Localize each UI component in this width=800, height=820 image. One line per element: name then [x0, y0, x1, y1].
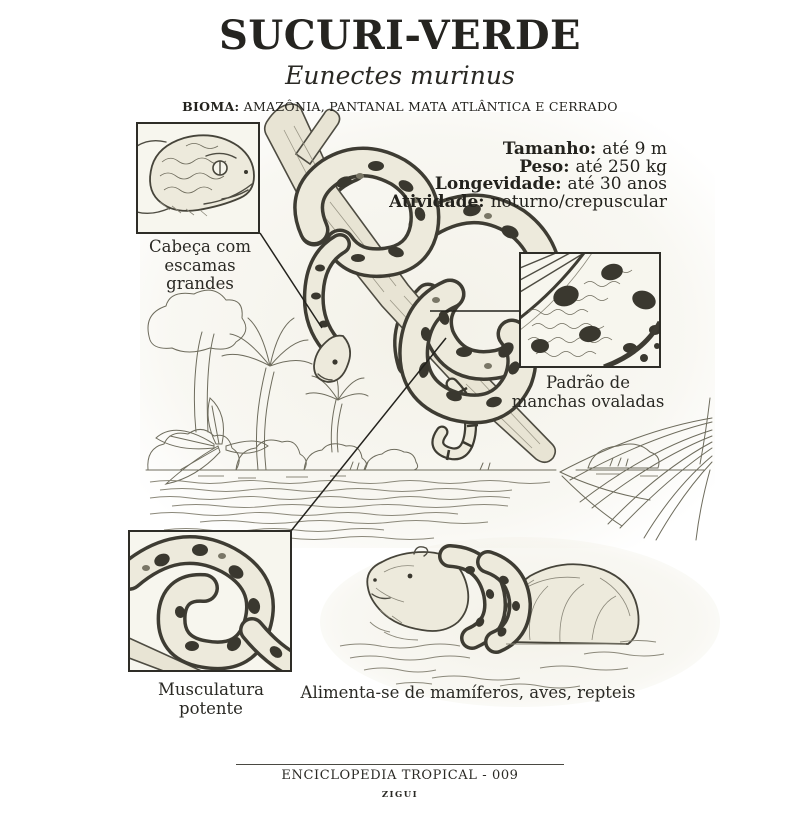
stat-label: Peso:	[519, 156, 570, 177]
brand-logo: ZIGUI	[381, 790, 419, 800]
callout-line: potente	[179, 698, 243, 718]
biome-label: BIOMA:	[182, 99, 240, 114]
stats-block	[389, 141, 667, 211]
stat-value: noturno/crepuscular	[490, 191, 667, 212]
stat-label: Atividade:	[389, 191, 485, 212]
feeding-caption: Alimenta-se de mamíferos, aves, repteis	[300, 683, 636, 702]
capybara-illustration	[320, 537, 720, 707]
callout-line: grandes	[166, 274, 234, 293]
series-title: ENCICLOPEDIA TROPICAL - 009	[281, 768, 519, 783]
callout-head-label	[138, 238, 262, 294]
callout-line: Cabeça com	[149, 237, 251, 256]
callout-line: manchas ovaladas	[511, 391, 665, 411]
scientific-name: Eunectes murinus	[285, 61, 515, 90]
callout-line: escamas	[164, 255, 236, 275]
footer-rule	[236, 764, 564, 765]
biome-value: AMAZÔNIA, PANTANAL MATA ATLÂNTICA E CERRADO	[243, 99, 618, 114]
muscle-inset-box	[129, 531, 291, 684]
stat-row-activity	[389, 191, 667, 212]
callout-muscle-label	[140, 681, 282, 718]
head-inset-box	[137, 123, 259, 233]
biome-line	[0, 99, 800, 114]
page-header	[0, 12, 800, 114]
stat-value: até 30 anos	[567, 174, 667, 194]
pattern-inset-box	[520, 253, 661, 367]
callout-line: Padrão de	[546, 373, 630, 392]
stat-value: até 9 m	[602, 139, 667, 159]
stat-label: Longevidade:	[434, 174, 562, 194]
stat-label: Tamanho:	[502, 139, 597, 159]
page-title: SUCURI-VERDE	[218, 12, 582, 59]
callout-pattern-label	[500, 374, 676, 411]
stat-value: até 250 kg	[575, 156, 667, 177]
callout-line: Musculatura	[158, 680, 264, 699]
